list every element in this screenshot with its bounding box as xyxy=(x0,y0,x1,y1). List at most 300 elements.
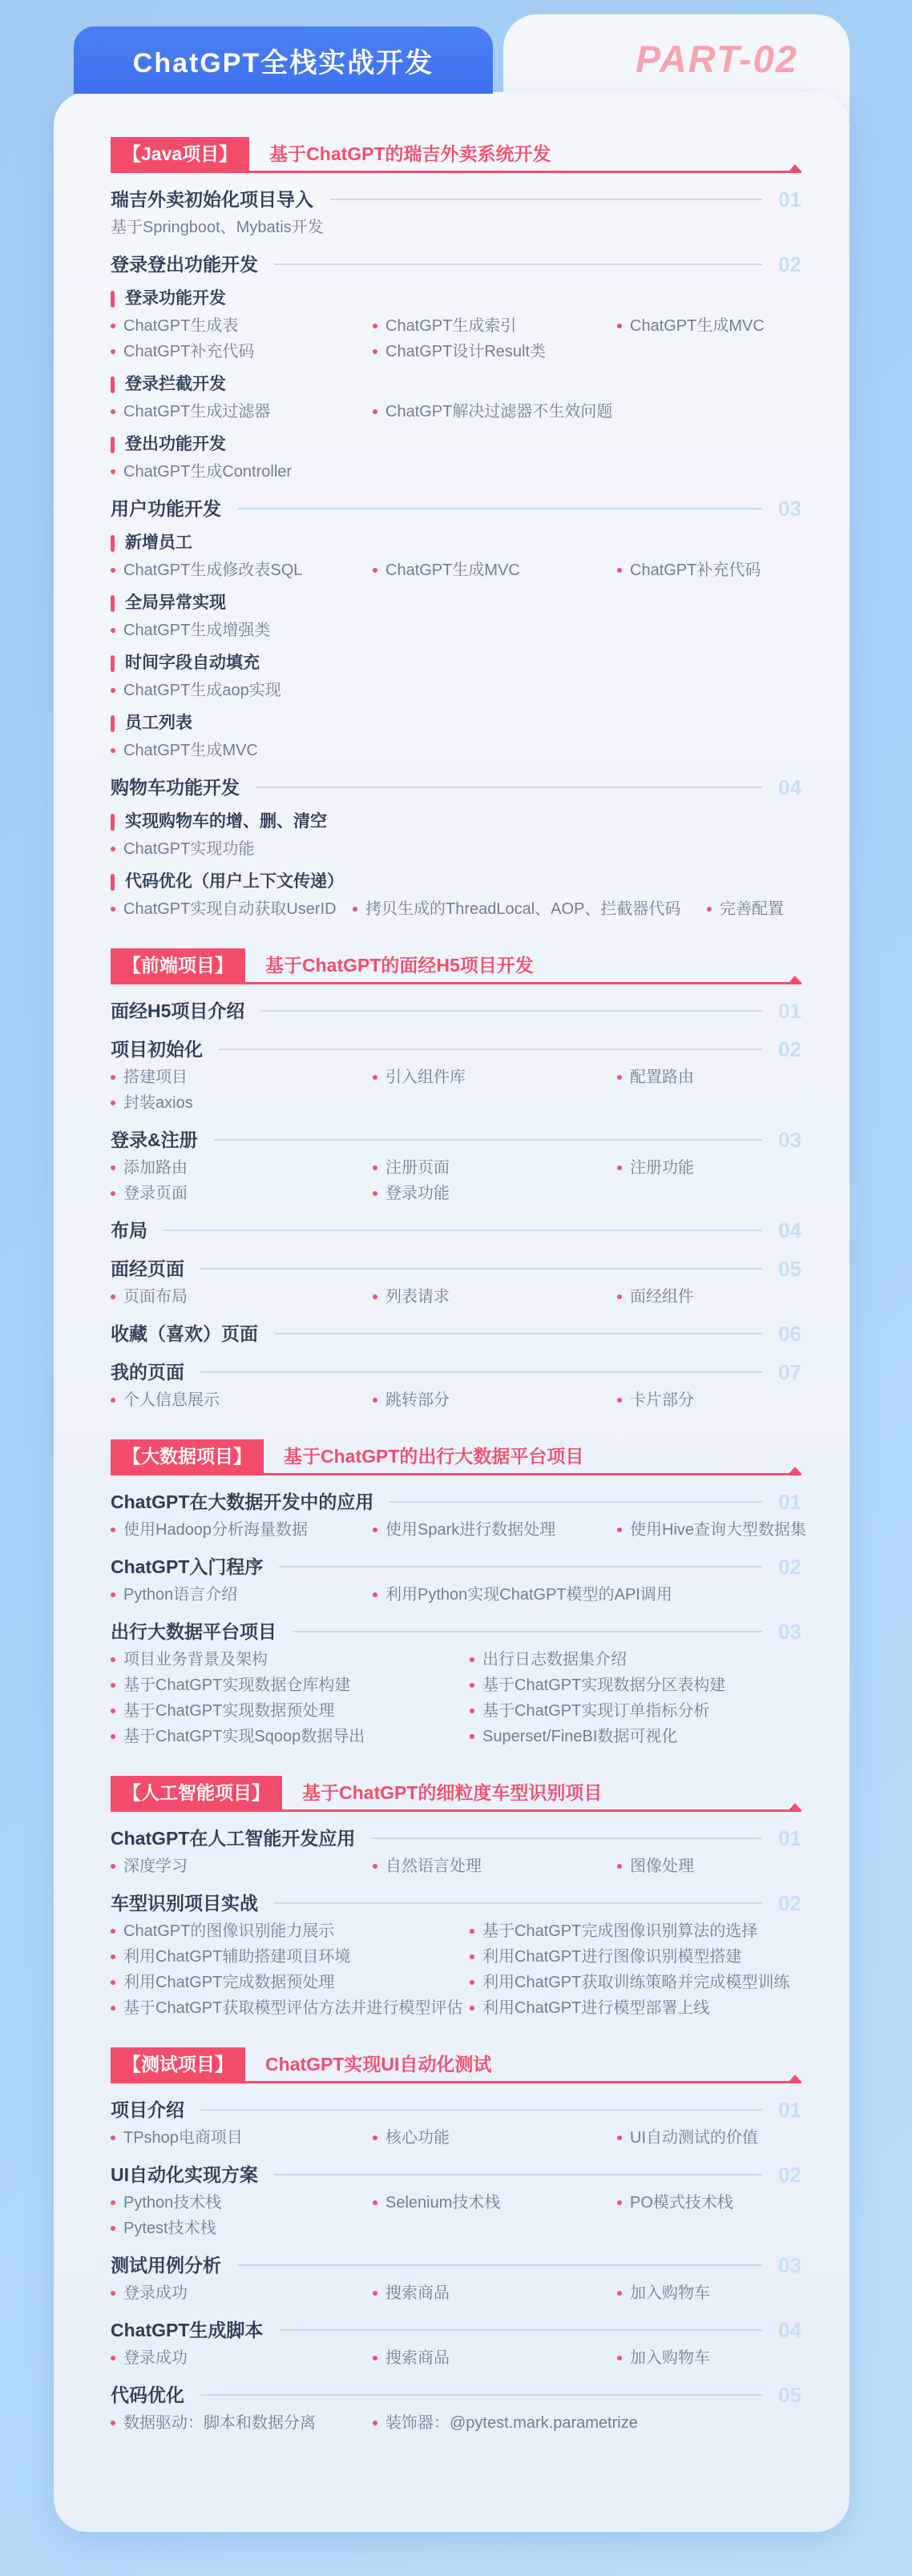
item-divider xyxy=(279,2329,762,2331)
bullet-item xyxy=(111,1286,373,1307)
bullet-item xyxy=(111,316,373,336)
bullet-label: ChatGPT补充代码 xyxy=(630,561,761,579)
bullet-label: 数据驱动：脚本和数据分离 xyxy=(123,2414,316,2432)
bullet-dot-icon xyxy=(373,1165,377,1170)
bullet-dot-icon xyxy=(373,1191,377,1196)
item-title: 收藏（喜欢）页面 xyxy=(111,1323,258,1344)
bullet-label: ChatGPT生成表 xyxy=(123,317,239,335)
item-divider xyxy=(371,1837,762,1839)
bullet-dot-icon xyxy=(111,1709,115,1713)
bullet-dot-icon xyxy=(617,2291,622,2296)
bullet-grid xyxy=(111,680,801,701)
item-number: 05 xyxy=(778,1257,801,1281)
bullet-dot-icon xyxy=(111,2135,115,2140)
bullet-item xyxy=(111,1946,470,1967)
bullet-item xyxy=(470,1998,801,2019)
bullet-item xyxy=(111,341,373,362)
bullet-dot-icon xyxy=(111,2200,115,2205)
bullet-label: 基于ChatGPT实现订单指标分析 xyxy=(482,1702,710,1720)
bullet-label: 跳转部分 xyxy=(385,1391,450,1409)
item-title: 项目初始化 xyxy=(111,1039,203,1060)
item-number: 07 xyxy=(778,1360,801,1384)
bullet-label: 引入组件库 xyxy=(385,1069,466,1086)
course-item xyxy=(111,1360,801,1411)
bullet-item xyxy=(111,2413,373,2433)
item-title-row xyxy=(111,2098,801,2122)
item-number: 04 xyxy=(778,2318,801,2342)
item-title: ChatGPT在人工智能开发应用 xyxy=(111,1828,356,1849)
bullet-label: ChatGPT设计Result类 xyxy=(385,343,547,360)
bullet-label: Python技术栈 xyxy=(123,2194,222,2212)
bullet-dot-icon xyxy=(111,1191,115,1196)
bullet-label: 列表请求 xyxy=(385,1288,450,1306)
section-header xyxy=(111,137,801,173)
item-title-row xyxy=(111,999,801,1023)
course-item xyxy=(111,497,801,761)
item-number: 05 xyxy=(778,2383,801,2407)
bullet-label: 注册功能 xyxy=(630,1159,694,1177)
bullet-dot-icon xyxy=(111,2356,115,2361)
content-card xyxy=(54,92,849,2532)
bullet-item xyxy=(373,316,617,336)
bullet-item xyxy=(111,1921,470,1942)
bullet-dot-icon xyxy=(111,1101,115,1105)
bullet-label: Superset/FineBI数据可视化 xyxy=(482,1728,678,1745)
item-title: 面经H5项目介绍 xyxy=(111,1000,245,1021)
bullet-item xyxy=(111,1856,373,1877)
bullet-dot-icon xyxy=(470,1980,474,1985)
item-title: ChatGPT生成脚本 xyxy=(111,2320,264,2341)
bullet-dot-icon xyxy=(111,2006,115,2010)
bullet-label: 利用ChatGPT辅助搭建项目环境 xyxy=(123,1948,351,1966)
bullet-item xyxy=(617,1157,801,1178)
course-item xyxy=(111,1620,801,1747)
bullet-item xyxy=(111,620,373,641)
subsection-title xyxy=(111,712,801,735)
course-item xyxy=(111,775,801,920)
bullet-dot-icon xyxy=(111,469,115,474)
course-item xyxy=(111,1826,801,1877)
bullet-label: ChatGPT生成索引 xyxy=(385,317,517,335)
item-title: 购物车功能开发 xyxy=(111,777,240,798)
bullet-dot-icon xyxy=(373,349,377,354)
bullet-grid xyxy=(111,1584,801,1605)
section-badge: 【大数据项目】 xyxy=(111,1439,264,1473)
bullet-label: Python语言介绍 xyxy=(123,1586,238,1604)
bullet-grid xyxy=(111,740,801,761)
bullet-dot-icon xyxy=(111,688,115,693)
bullet-label: ChatGPT生成MVC xyxy=(385,561,520,579)
course-item xyxy=(111,1555,801,1605)
bullet-grid xyxy=(111,2348,801,2369)
bullet-dot-icon xyxy=(470,1734,474,1739)
bullet-item xyxy=(617,1856,801,1877)
bullet-label: TPshop电商项目 xyxy=(123,2129,243,2147)
item-title: 用户功能开发 xyxy=(111,498,221,519)
bullet-item xyxy=(111,1519,373,1540)
header-banner xyxy=(74,26,493,94)
section-title: ChatGPT实现UI自动化测试 xyxy=(265,2054,492,2075)
bullet-item xyxy=(111,1584,373,1605)
bullet-label: 卡片部分 xyxy=(630,1391,694,1409)
item-number: 03 xyxy=(778,2253,801,2277)
item-title: ChatGPT在大数据开发中的应用 xyxy=(111,1491,374,1512)
bullet-dot-icon xyxy=(111,1980,115,1985)
bullet-dot-icon xyxy=(373,1398,377,1403)
bullet-item xyxy=(373,2348,617,2369)
course-item xyxy=(111,2098,801,2148)
item-number: 02 xyxy=(778,252,801,276)
bullet-label: 注册页面 xyxy=(385,1159,450,1177)
bullet-dot-icon xyxy=(111,409,115,414)
bullet-item xyxy=(111,1649,470,1670)
subsection-label: 登录拦截开发 xyxy=(125,375,226,393)
section-title: 基于ChatGPT的瑞吉外卖系统开发 xyxy=(269,143,551,164)
item-divider xyxy=(274,264,762,265)
bullet-dot-icon xyxy=(111,847,115,851)
bullet-label: UI自动测试的价值 xyxy=(630,2129,758,2147)
bullet-dot-icon xyxy=(373,1592,377,1597)
bullet-item xyxy=(373,1286,617,1307)
bullet-label: Selenium技术栈 xyxy=(385,2194,501,2212)
item-number: 04 xyxy=(778,775,801,799)
bullet-label: ChatGPT补充代码 xyxy=(123,343,255,360)
part-label: PART-02 xyxy=(636,38,798,80)
bullet-label: ChatGPT实现自动获取UserID xyxy=(123,900,337,918)
item-number: 02 xyxy=(778,1555,801,1579)
section-badge: 【测试项目】 xyxy=(111,2047,245,2081)
item-title-row xyxy=(111,1037,801,1061)
bullet-dot-icon xyxy=(470,1954,474,1959)
subsection-label: 新增员工 xyxy=(125,533,192,552)
bullet-label: 完善配置 xyxy=(720,900,784,918)
bullet-label: 利用ChatGPT完成数据预处理 xyxy=(123,1974,335,1991)
triangle-up-icon xyxy=(789,1803,801,1810)
bullet-dot-icon xyxy=(617,1398,622,1403)
bullet-item xyxy=(111,1998,470,2019)
bullet-label: ChatGPT生成增强类 xyxy=(123,622,271,639)
bullet-label: 使用Hadoop分析海量数据 xyxy=(123,1521,309,1539)
item-divider xyxy=(200,1268,762,1270)
item-divider xyxy=(163,1230,762,1231)
bullet-item xyxy=(111,740,373,761)
bullet-label: 加入购物车 xyxy=(630,2284,710,2302)
bullet-item xyxy=(111,1183,373,1204)
item-title-row xyxy=(111,2318,801,2342)
bullet-item xyxy=(470,1921,801,1942)
item-title-row xyxy=(111,1257,801,1281)
bullet-grid xyxy=(111,2283,801,2304)
bullet-label: 面经组件 xyxy=(630,1288,694,1306)
bullet-label: 配置路由 xyxy=(630,1069,694,1086)
bullet-dot-icon xyxy=(111,1657,115,1662)
item-title-row xyxy=(111,1490,801,1514)
bullet-item xyxy=(111,1972,470,1993)
section-title: 基于ChatGPT的出行大数据平台项目 xyxy=(284,1446,584,1467)
bullet-item xyxy=(470,1946,801,1967)
bullet-dot-icon xyxy=(111,628,115,633)
bullet-item xyxy=(111,2127,373,2148)
bullet-item xyxy=(470,1649,801,1670)
item-title: 登录登出功能开发 xyxy=(111,254,258,275)
bullet-item xyxy=(111,2283,373,2304)
bullet-dot-icon xyxy=(373,409,377,414)
bullet-dot-icon xyxy=(373,1294,377,1299)
section-badge: 【前端项目】 xyxy=(111,948,245,982)
subsection-label: 登录功能开发 xyxy=(125,289,226,308)
bullet-dot-icon xyxy=(373,2291,377,2296)
bullet-item xyxy=(617,560,801,581)
subsection-bar-icon xyxy=(111,376,115,393)
item-divider xyxy=(237,508,762,509)
bullet-item xyxy=(617,316,801,336)
bullet-item xyxy=(111,1701,470,1721)
bullet-item xyxy=(373,2127,617,2148)
bullet-grid xyxy=(111,899,801,920)
subsection-label: 登出功能开发 xyxy=(125,435,226,453)
bullet-dot-icon xyxy=(111,1929,115,1934)
bullet-label: ChatGPT生成MVC xyxy=(123,742,258,759)
bullet-dot-icon xyxy=(111,1592,115,1597)
bullet-grid xyxy=(111,839,801,859)
bullet-item xyxy=(111,1390,373,1411)
bullet-label: 登录成功 xyxy=(123,2349,188,2367)
bullet-grid xyxy=(111,316,801,362)
bullet-dot-icon xyxy=(617,1864,622,1869)
bullet-item xyxy=(470,1726,801,1747)
bullet-grid xyxy=(111,2192,801,2239)
bullet-dot-icon xyxy=(617,1075,622,1080)
subsection-label: 全局异常实现 xyxy=(125,594,226,612)
item-title: UI自动化实现方案 xyxy=(111,2164,258,2185)
bullet-dot-icon xyxy=(111,748,115,753)
bullet-dot-icon xyxy=(470,1929,474,1934)
course-item xyxy=(111,1037,801,1113)
bullet-label: 基于ChatGPT完成图像识别算法的选择 xyxy=(482,1922,758,1940)
item-title: 瑞吉外卖初始化项目导入 xyxy=(111,189,313,210)
item-title-row xyxy=(111,1128,801,1152)
subsection-label: 时间字段自动填充 xyxy=(125,654,260,672)
bullet-dot-icon xyxy=(111,2291,115,2296)
item-title-row xyxy=(111,1826,801,1850)
bullet-item xyxy=(373,1584,672,1605)
bullet-item xyxy=(373,2413,638,2433)
item-number: 03 xyxy=(778,1128,801,1152)
bullet-dot-icon xyxy=(617,324,622,328)
course-item xyxy=(111,999,801,1023)
subsection-title xyxy=(111,811,801,833)
subsection-label: 员工列表 xyxy=(125,714,192,732)
course-item xyxy=(111,2383,801,2433)
bullet-dot-icon xyxy=(111,1683,115,1688)
bullet-item xyxy=(617,2127,801,2148)
bullet-dot-icon xyxy=(373,1527,377,1532)
bullet-item xyxy=(617,2283,801,2304)
item-divider xyxy=(256,787,762,788)
bullet-item xyxy=(617,1390,801,1411)
bullet-dot-icon xyxy=(111,1075,115,1080)
item-title: 登录&注册 xyxy=(111,1129,198,1150)
bullet-grid xyxy=(111,1856,801,1877)
bullet-item xyxy=(373,1519,617,1540)
bullet-item xyxy=(111,1067,373,1088)
bullet-dot-icon xyxy=(470,1709,474,1713)
bullet-grid xyxy=(111,1649,801,1747)
bullet-label: 拷贝生成的ThreadLocal、AOP、拦截器代码 xyxy=(365,900,681,918)
bullet-dot-icon xyxy=(373,2421,377,2425)
bullet-label: 深度学习 xyxy=(123,1858,188,1875)
item-title-row xyxy=(111,1360,801,1384)
item-title-row xyxy=(111,1555,801,1579)
item-number: 03 xyxy=(778,1620,801,1644)
bullet-dot-icon xyxy=(617,2135,622,2140)
bullet-label: 图像处理 xyxy=(630,1858,694,1875)
item-divider xyxy=(279,1566,762,1568)
banner-title: ChatGPT全栈实战开发 xyxy=(132,47,434,78)
section-badge: 【人工智能项目】 xyxy=(111,1776,282,1809)
bullet-label: ChatGPT生成MVC xyxy=(630,317,765,335)
bullet-grid xyxy=(111,461,801,482)
bullet-dot-icon xyxy=(111,1165,115,1170)
bullet-dot-icon xyxy=(617,2356,622,2361)
triangle-up-icon xyxy=(789,1467,801,1474)
bullet-grid xyxy=(111,2413,801,2433)
bullet-item xyxy=(111,1157,373,1178)
item-desc: 基于Springboot、Mybatis开发 xyxy=(111,219,324,236)
bullet-grid xyxy=(111,1067,801,1113)
item-title-row xyxy=(111,1322,801,1346)
item-divider xyxy=(237,2264,762,2266)
subsection-title xyxy=(111,592,801,614)
bullet-item xyxy=(617,2192,801,2213)
bullet-label: 登录成功 xyxy=(123,2284,188,2302)
item-title-row xyxy=(111,2383,801,2407)
bullet-dot-icon xyxy=(111,349,115,354)
item-divider xyxy=(200,2394,762,2396)
bullet-dot-icon xyxy=(111,1864,115,1869)
subsection-title xyxy=(111,871,801,893)
bullet-dot-icon xyxy=(111,1734,115,1739)
bullet-label: 利用ChatGPT获取训练策略并完成模型训练 xyxy=(482,1974,790,1991)
bullet-label: 基于ChatGPT获取模型评估方法并进行模型评估 xyxy=(123,1999,463,2017)
subsection-title xyxy=(111,652,801,674)
section-header xyxy=(111,1776,801,1812)
item-number: 01 xyxy=(778,187,801,211)
item-title-row xyxy=(111,2163,801,2187)
bullet-dot-icon xyxy=(111,568,115,573)
bullet-dot-icon xyxy=(470,1683,474,1688)
bullet-label: 封装axios xyxy=(123,1094,193,1112)
item-title-row xyxy=(111,1620,801,1644)
item-number: 01 xyxy=(778,1826,801,1850)
bullet-label: ChatGPT生成过滤器 xyxy=(123,403,271,421)
bullet-item xyxy=(111,839,373,859)
bullet-label: 基于ChatGPT实现数据预处理 xyxy=(123,1702,335,1720)
bullet-item xyxy=(111,1675,470,1696)
item-title: 代码优化 xyxy=(111,2385,184,2405)
bullet-item xyxy=(373,1067,617,1088)
bullet-dot-icon xyxy=(111,2421,115,2425)
course-item xyxy=(111,1128,801,1204)
bullet-dot-icon xyxy=(617,1294,622,1299)
bullet-label: 搜索商品 xyxy=(385,2349,450,2367)
bullet-grid xyxy=(111,1390,801,1411)
subsection-title xyxy=(111,288,801,310)
bullet-item xyxy=(353,899,707,920)
bullet-grid xyxy=(111,2127,801,2148)
item-divider xyxy=(219,1049,762,1050)
item-title: 测试用例分析 xyxy=(111,2255,221,2276)
item-title-row xyxy=(111,775,801,799)
item-title: 项目介绍 xyxy=(111,2099,184,2120)
bullet-dot-icon xyxy=(111,1954,115,1959)
bullet-grid xyxy=(111,1286,801,1307)
bullet-dot-icon xyxy=(617,1527,622,1532)
bullet-item xyxy=(373,1390,617,1411)
item-divider xyxy=(260,1010,762,1012)
item-divider xyxy=(274,1902,762,1904)
bullet-dot-icon xyxy=(470,1657,474,1662)
item-title: 我的页面 xyxy=(111,1362,184,1383)
bullet-label: ChatGPT生成aop实现 xyxy=(123,682,281,699)
item-number: 02 xyxy=(778,1037,801,1061)
item-title-row xyxy=(111,252,801,276)
item-divider xyxy=(274,1333,762,1334)
course-item xyxy=(111,2253,801,2304)
bullet-item xyxy=(111,2192,373,2213)
bullet-dot-icon xyxy=(373,2200,377,2205)
bullet-item xyxy=(470,1675,801,1696)
section-header xyxy=(111,948,801,984)
bullet-dot-icon xyxy=(373,568,377,573)
bullet-item xyxy=(470,1701,801,1721)
bullet-item xyxy=(111,899,353,920)
bullet-label: 搜索商品 xyxy=(385,2284,450,2302)
bullet-item xyxy=(707,899,801,920)
bullet-label: 个人信息展示 xyxy=(123,1391,220,1409)
bullet-label: ChatGPT生成Controller xyxy=(123,463,293,481)
bullet-item xyxy=(470,1972,801,1993)
bullet-grid xyxy=(111,1157,801,1204)
bullet-label: 装饰器：@pytest.mark.parametrize xyxy=(385,2414,638,2432)
bullet-dot-icon xyxy=(111,1398,115,1403)
bullet-dot-icon xyxy=(373,1075,377,1080)
bullet-dot-icon xyxy=(111,1527,115,1532)
bullet-dot-icon xyxy=(353,907,357,912)
course-item xyxy=(111,1257,801,1307)
item-title: ChatGPT入门程序 xyxy=(111,1556,264,1577)
bullet-dot-icon xyxy=(470,2006,474,2010)
bullet-label: 添加路由 xyxy=(123,1159,188,1177)
bullet-item xyxy=(373,341,617,362)
bullet-item xyxy=(111,2218,373,2239)
item-divider xyxy=(293,1631,762,1632)
bullet-label: 核心功能 xyxy=(385,2129,450,2147)
section-title: 基于ChatGPT的面经H5项目开发 xyxy=(265,955,534,976)
item-title-row xyxy=(111,1218,801,1242)
bullet-dot-icon xyxy=(373,324,377,328)
bullet-item xyxy=(111,2348,373,2369)
bullet-item xyxy=(373,1183,617,1204)
bullet-label: 登录页面 xyxy=(123,1185,188,1202)
section-header xyxy=(111,1439,801,1475)
bullet-grid xyxy=(111,1921,801,2019)
bullet-label: 基于ChatGPT实现数据分区表构建 xyxy=(482,1676,726,1694)
section-badge: 【Java项目】 xyxy=(111,137,249,171)
subsection-title xyxy=(111,433,801,456)
course-item xyxy=(111,2318,801,2369)
subsection-label: 代码优化（用户上下文传递） xyxy=(125,872,344,891)
